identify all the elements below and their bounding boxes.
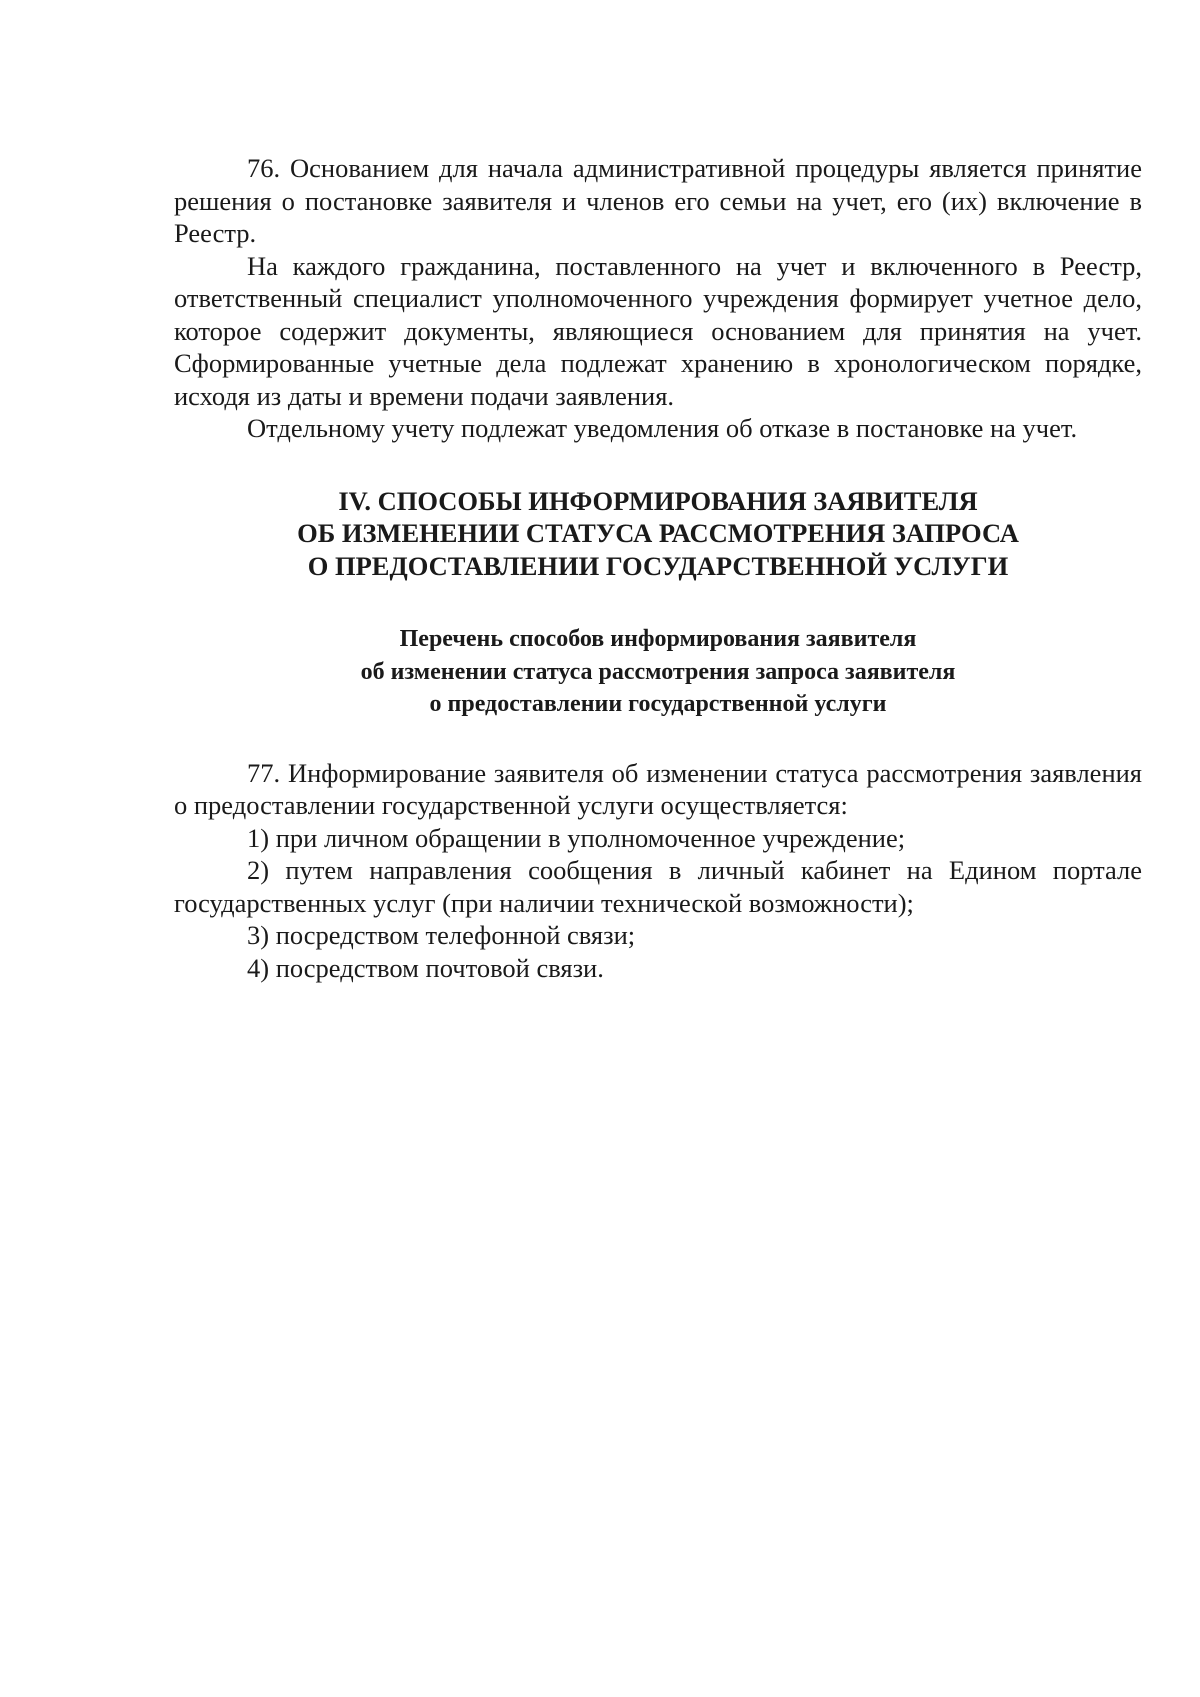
list-item: 4) посредством почтовой связи. [247,952,604,983]
section-heading-line: IV. СПОСОБЫ ИНФОРМИРОВАНИЯ ЗАЯВИТЕЛЯ [338,485,978,516]
section-heading-line: О ПРЕДОСТАВЛЕНИИ ГОСУДАРСТВЕННОЙ УСЛУГИ [307,550,1009,581]
paragraph-77: 77. Информирование заявителя об изменении статуса рассмотрения заявления о предоставлении государственной услуги осуществляется: [174,757,1142,820]
list-item: 3) посредством телефонной связи; [247,920,636,950]
document-page [174,152,1142,984]
section-heading [174,485,1142,583]
subsection-heading-line: Перечень способов информирования заявителя [399,626,917,652]
paragraph-76: 76. Основанием для начала административной процедуры является принятие решения о постановке заявителя и членов его семьи на учет, его (их) включение в Реестр. [174,153,1142,248]
subsection-heading [174,623,1142,721]
subsection-heading-line: о предоставлении государственной услуги [429,691,887,717]
section-heading-line: ОБ ИЗМЕНЕНИИ СТАТУСА РАССМОТРЕНИЯ ЗАПРОСА [297,518,1019,548]
paragraph-76-separate-record: Отдельному учету подлежат уведомления об отказе в постановке на учет. [247,413,1078,443]
list-item: 1) при личном обращении в уполномоченное учреждение; [247,822,906,853]
subsection-heading-line: об изменении статуса рассмотрения запроса заявителя [360,658,956,685]
list-item: 2) путем направления сообщения в личный кабинет на Едином портале государственных услуг (при наличии технической возможности); [174,855,1142,918]
paragraph-77-block [174,757,1142,985]
paragraph-76-case-file: На каждого гражданина, поставленного на учет и включенного в Реестр, ответственный специалист уполномоченного учреждения формирует учетное дело, которое содержит документы, являющиеся основанием для принятия на учет. Сформированные учетные дела подлежат хранению в хронологическом порядке, исходя из даты и времени подачи заявления. [174,250,1142,411]
